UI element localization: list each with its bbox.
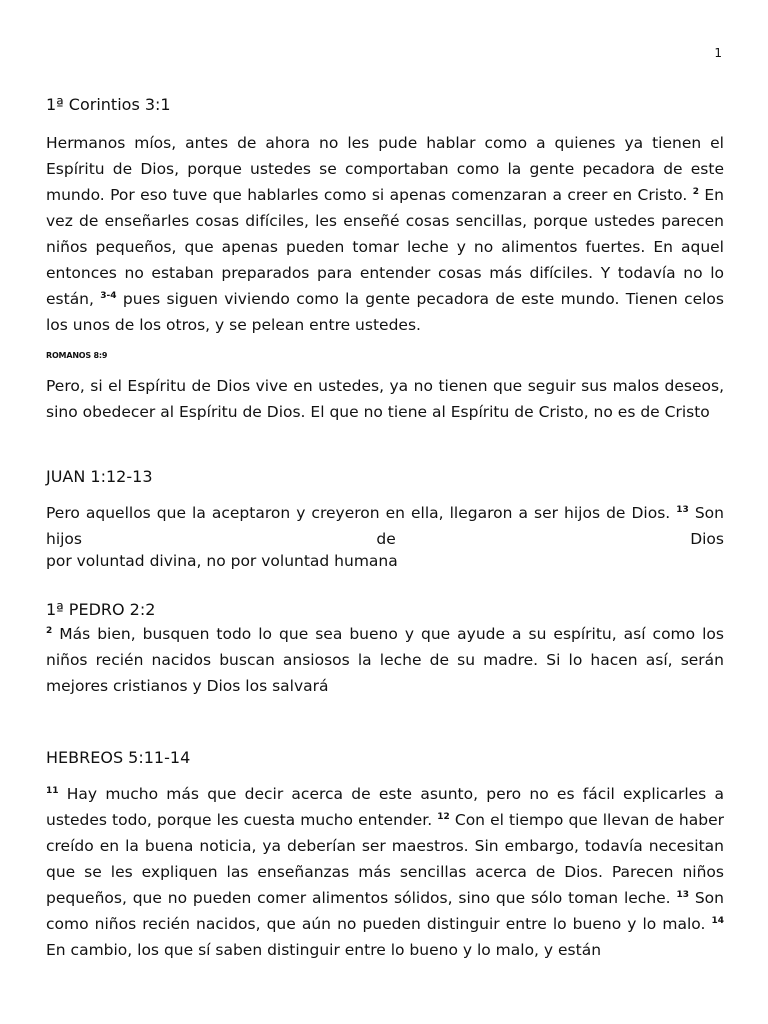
verse-text: En vez de enseñarles cosas difíciles, les enseñé cosas sencillas, porque ustedes parecen niños pequeños, que apenas pueden tomar leche y no alimentos fuertes. En aquel entonces no estaban preparados para entender cosas más difíciles. Y todavía no lo están,: [46, 186, 725, 308]
section-heading: HEBREOS 5:11-14: [46, 748, 191, 767]
section-heading: ROMANOS 8:9: [46, 351, 108, 360]
section-paragraph: [46, 781, 724, 963]
section-heading: 1ª PEDRO 2:2: [46, 600, 156, 619]
verse-number: 3-4: [100, 291, 117, 301]
verse-text: Hermanos míos, antes de ahora no les pude hablar como a quienes ya tienen el Espíritu de Dios, porque ustedes se comportaban como la gente pecadora de este mundo. Por eso tuve que hablarles como si apenas comenzaran a creer en Cristo.: [46, 134, 724, 204]
section-heading: 1ª Corintios 3:1: [46, 95, 171, 114]
verse-number: 14: [711, 916, 724, 926]
verse-text: Son hijos de Dios: [46, 504, 724, 548]
verse-number: 12: [437, 812, 450, 822]
verse-text: pues siguen viviendo como la gente pecadora de este mundo. Tienen celos los unos de los otros, y se pelean entre ustedes.: [46, 290, 724, 334]
section-paragraph-continued: [46, 548, 724, 574]
section-paragraph: [46, 130, 724, 338]
section-paragraph: [46, 373, 724, 425]
section-heading: JUAN 1:12-13: [46, 467, 153, 486]
section-paragraph: [46, 621, 724, 699]
verse-number: 11: [46, 786, 59, 796]
verse-number: 2: [692, 187, 699, 197]
verse-text: Con el tiempo que llevan de haber creído en la buena noticia, ya deberían ser maestros. Sin embargo, todavía necesitan que se les expliquen las enseñanzas más sencillas acerca de Dios. Parecen niños pequeños, que no pueden comer alimentos sólidos, sino que sólo toman leche.: [46, 811, 724, 907]
verse-number: 13: [676, 890, 689, 900]
verse-number: 2: [46, 626, 53, 636]
section-paragraph: [46, 500, 724, 548]
verse-text: Pero, si el Espíritu de Dios vive en ustedes, ya no tienen que seguir sus malos deseos, sino obedecer al Espíritu de Dios. El que no tiene al Espíritu de Cristo, no es de Cristo: [46, 377, 724, 421]
verse-text: Son como niños recién nacidos, que aún no pueden distinguir entre lo bueno y lo malo.: [46, 889, 724, 933]
verse-text: En cambio, los que sí saben distinguir entre lo bueno y lo malo, y están: [46, 941, 602, 959]
verse-text: Hay mucho más que decir acerca de este asunto, pero no es fácil explicarles a ustedes todo, porque les cuesta mucho entender.: [46, 785, 724, 829]
verse-text: Pero aquellos que la aceptaron y creyeron en ella, llegaron a ser hijos de Dios.: [46, 504, 671, 522]
page-number: 1: [714, 46, 722, 60]
verse-text: por voluntad divina, no por voluntad humana: [46, 552, 398, 570]
verse-text: Más bien, busquen todo lo que sea bueno y que ayude a su espíritu, así como los niños recién nacidos buscan ansiosos la leche de su madre. Si lo hacen así, serán mejores cristianos y Dios los salvará: [46, 625, 724, 695]
verse-number: 13: [676, 505, 689, 515]
